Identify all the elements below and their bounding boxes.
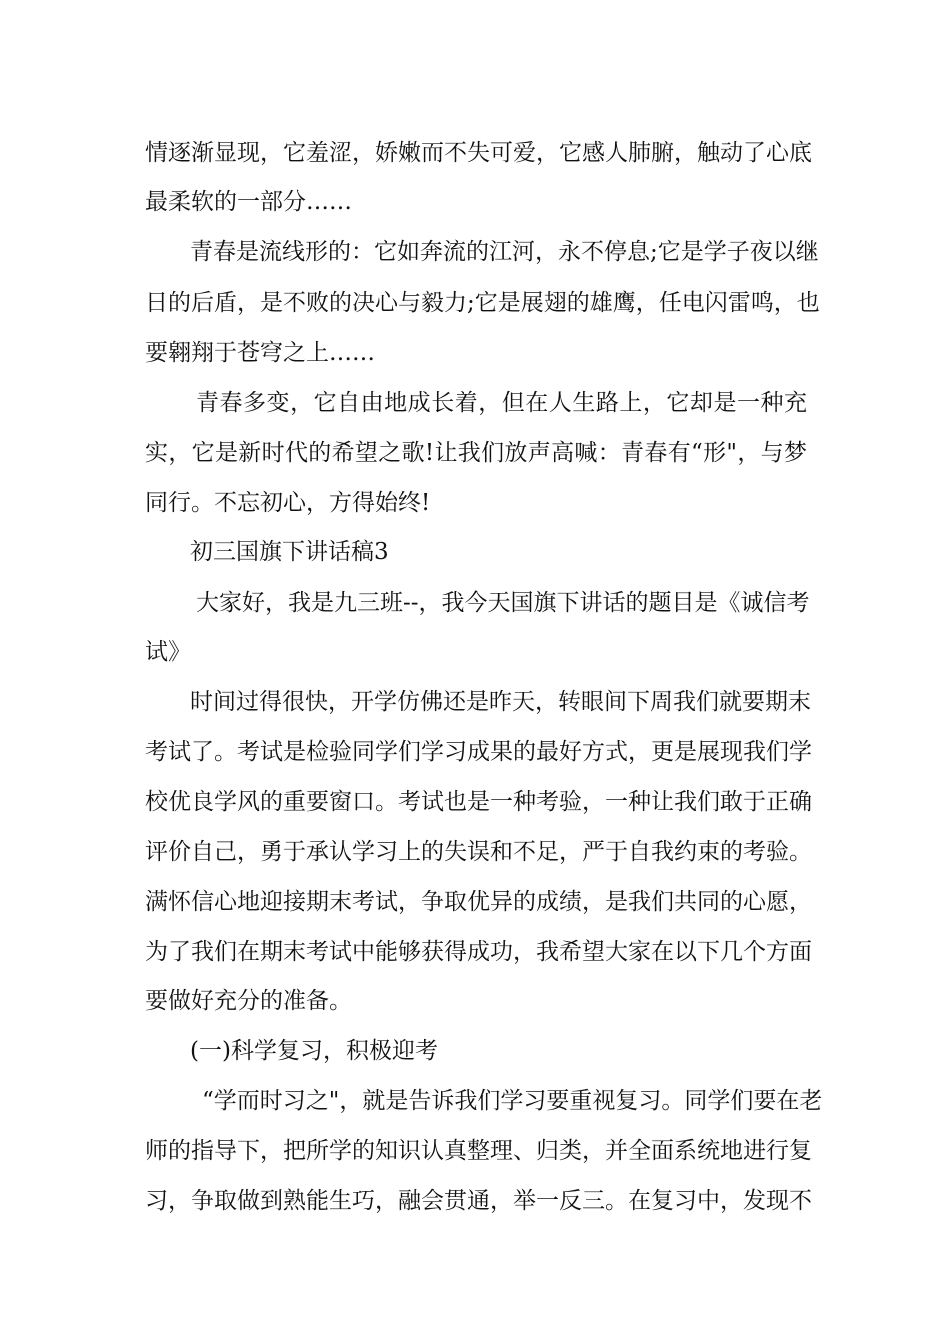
text-line: 日的后盾，是不败的决心与毅力;它是展翅的雄鹰，任电闪雷鸣，也 [145,290,820,316]
text-line: 最柔软的一部分…… [145,189,352,215]
text-line: 情逐渐显现，它羞涩，娇嫩而不失可爱，它感人肺腑，触动了心底 [145,140,812,166]
text-line: 要做好充分的准备。 [145,988,352,1014]
text-line: “学而时习之"，就是告诉我们学习要重视复习。同学们要在老 [202,1088,823,1114]
text-line: 实，它是新时代的希望之歌!让我们放声高喊：青春有“形"，与梦 [145,440,807,466]
text-line: 试》 [145,639,191,665]
text-line: 习，争取做到熟能生巧，融会贯通，举一反三。在复习中，发现不 [145,1188,812,1214]
text-line: 时间过得很快，开学仿佛还是昨天，转眼间下周我们就要期末 [190,689,811,715]
subsection-heading: (一)科学复习，积极迎考 [190,1038,438,1064]
text-line: 要翱翔于苍穹之上…… [145,340,375,366]
text-line: 大家好，我是九三班--，我今天国旗下讲话的题目是《诚信考 [196,590,810,616]
text-line: 评价自己，勇于承认学习上的失误和不足，严于自我约束的考验。 [145,839,812,865]
text-line: 青春多变，它自由地成长着，但在人生路上，它却是一种充 [196,390,807,416]
text-line: 校优良学风的重要窗口。考试也是一种考验，一种让我们敢于正确 [145,789,812,815]
text-line: 考试了。考试是检验同学们学习成果的最好方式，更是展现我们学 [145,739,812,765]
section-heading: 初三国旗下讲话稿3 [190,539,389,565]
text-line: 师的指导下，把所学的知识认真整理、归类，并全面系统地进行复 [145,1138,812,1164]
text-line: 同行。不忘初心，方得始终! [145,490,431,516]
text-line: 满怀信心地迎接期末考试，争取优异的成绩，是我们共同的心愿， [145,889,812,915]
text-line: 青春是流线形的：它如奔流的江河，永不停息;它是学子夜以继 [190,239,819,265]
text-line: 为了我们在期末考试中能够获得成功，我希望大家在以下几个方面 [145,939,812,965]
